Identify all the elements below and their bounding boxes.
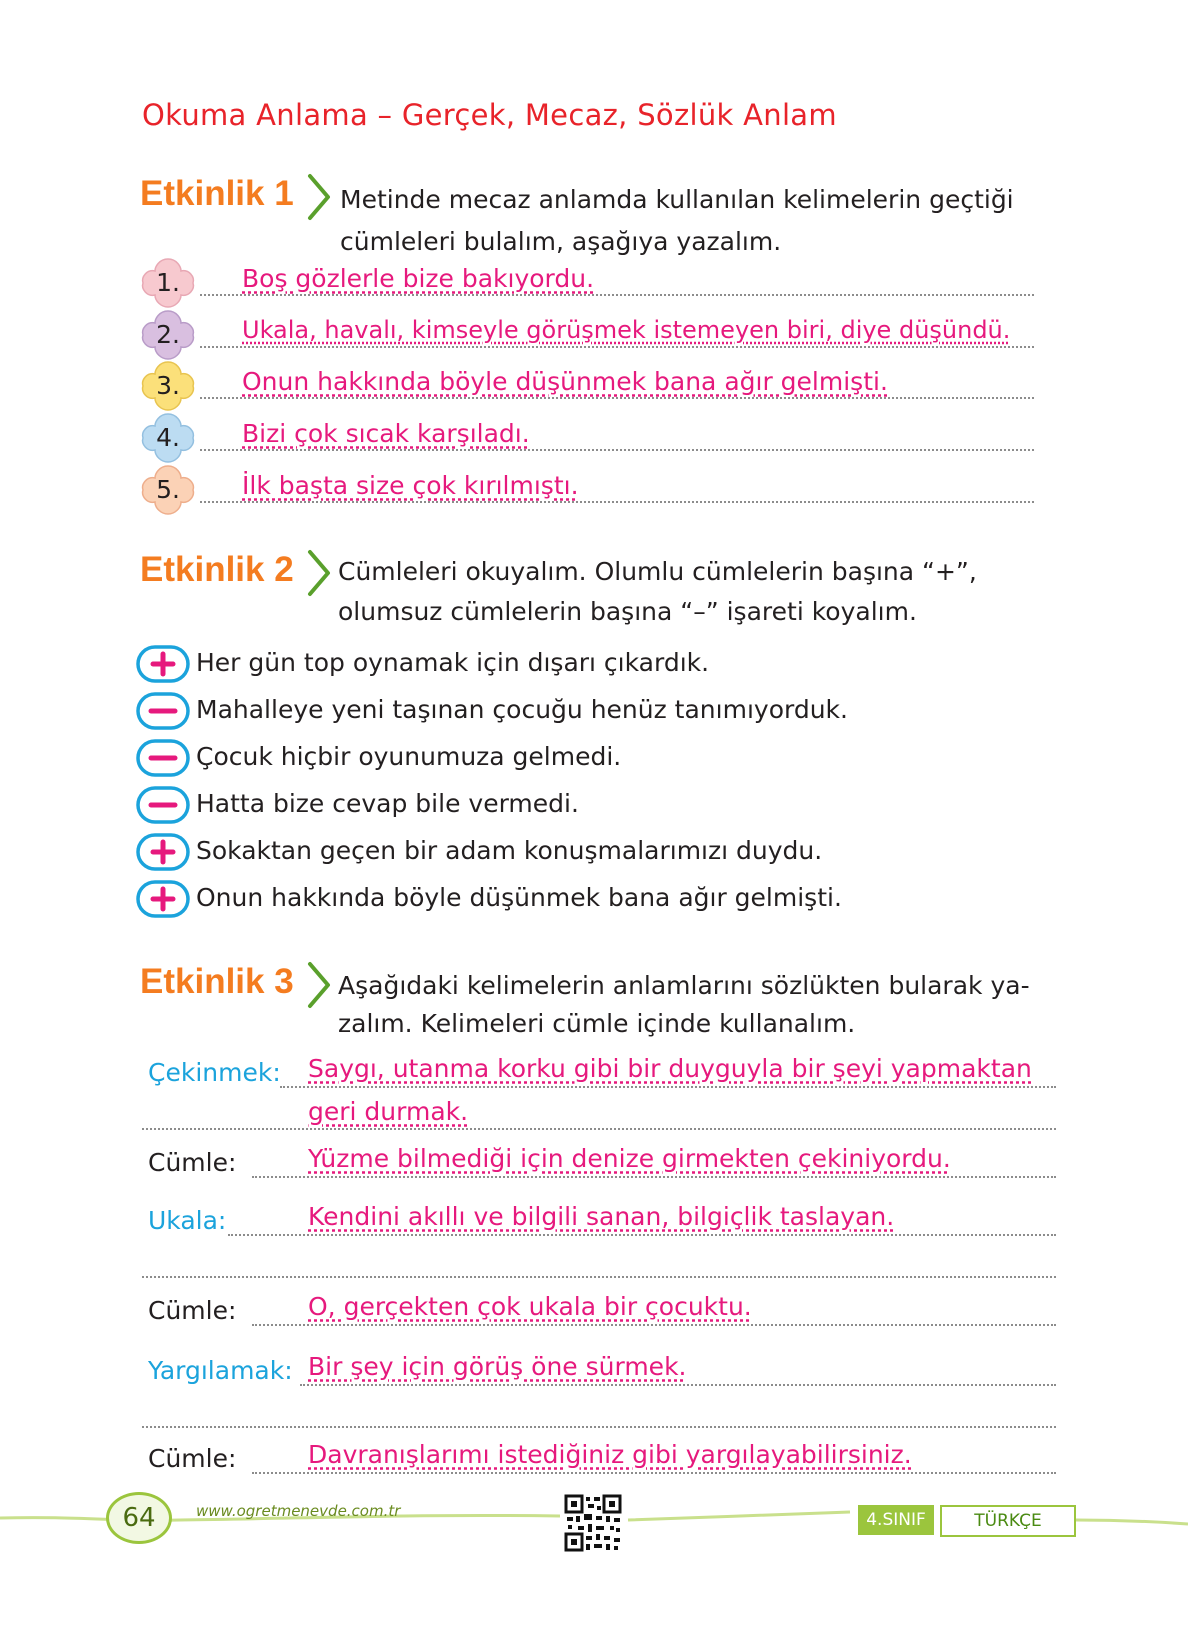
dotted-line [200,449,1034,451]
cumle-label: Cümle: [148,1148,237,1177]
sentence-3: Çocuk hiçbir oyunumuza gelmedi. [196,742,622,771]
plus-sign-icon [136,879,192,919]
chevron-right-icon [304,960,334,1010]
cumle-label: Cümle: [148,1296,237,1325]
minus-sign-icon [136,785,192,825]
dotted-line [252,1324,1056,1326]
answer-4: Bizi çok sıcak karşıladı. [242,419,530,448]
website-link[interactable]: www.ogretmenevde.com.tr [196,1502,401,1520]
etkinlik-3-title: Etkinlik 3 [140,962,294,1001]
page-title: Okuma Anlama – Gerçek, Mecaz, Sözlük Anlam [142,98,837,132]
number-badge-3 [137,358,199,414]
etkinlik-1-instruction-line1: Metinde mecaz anlamda kullanılan kelimelerin geçtiği [340,185,1014,214]
sentence-yargilamak: Davranışlarımı istediğiniz gibi yargılayabilirsiniz. [308,1440,912,1469]
sentence-cekinmek: Yüzme bilmediği için denize girmekten çekiniyordu. [308,1144,951,1173]
item-number: 2. [156,320,180,349]
subject-label: TÜRKÇE [940,1505,1076,1537]
number-badge-1 [137,255,199,311]
definition-ukala: Kendini akıllı ve bilgili sanan, bilgiçlik taslayan. [308,1202,895,1231]
sentence-2: Mahalleye yeni taşınan çocuğu henüz tanımıyorduk. [196,695,848,724]
definition-cekinmek-line2: geri durmak. [308,1097,469,1126]
item-number: 5. [156,475,180,504]
term-cekinmek: Çekinmek: [148,1058,281,1087]
dotted-line [280,1086,1056,1088]
minus-sign-icon [136,738,192,778]
etkinlik-2-instruction-line2: olumsuz cümlelerin başına “–” işareti koyalım. [338,597,917,626]
etkinlik-3-instruction-line1: Aşağıdaki kelimelerin anlamlarını sözlükten bularak ya- [338,971,1030,1000]
number-badge-2 [137,307,199,363]
dotted-line [228,1234,1056,1236]
dotted-line [300,1384,1056,1386]
item-number: 3. [156,371,180,400]
sentence-4: Hatta bize cevap bile vermedi. [196,789,579,818]
definition-cekinmek-line1: Saygı, utanma korku gibi bir duyguyla bir şeyi yapmaktan [308,1054,1032,1083]
dotted-line [142,1128,1056,1130]
dotted-line [200,501,1034,503]
sentence-ukala: O, gerçekten çok ukala bir çocuktu. [308,1292,752,1321]
sentence-6: Onun hakkında böyle düşünmek bana ağır gelmişti. [196,883,842,912]
qr-code-icon [564,1494,622,1552]
sentence-5: Sokaktan geçen bir adam konuşmalarımızı duydu. [196,836,823,865]
etkinlik-2-title: Etkinlik 2 [140,550,294,589]
chevron-right-icon [304,548,334,598]
item-number: 4. [156,423,180,452]
grade-label: 4.SINIF [858,1505,934,1535]
etkinlik-1-instruction-line2: cümleleri bulalım, aşağıya yazalım. [340,227,782,256]
dotted-line [200,346,1034,348]
dotted-line [252,1176,1056,1178]
chevron-right-icon [304,172,334,222]
number-badge-4 [137,410,199,466]
number-badge-5 [137,462,199,518]
plus-sign-icon [136,832,192,872]
page-number: 64 [106,1492,172,1544]
dotted-line [200,294,1034,296]
plus-sign-icon [136,644,192,684]
etkinlik-1-title: Etkinlik 1 [140,174,294,213]
answer-3: Onun hakkında böyle düşünmek bana ağır gelmişti. [242,367,888,396]
term-yargilamak: Yargılamak: [148,1356,293,1385]
dotted-line [142,1426,1056,1428]
answer-1: Boş gözlerle bize bakıyordu. [242,264,595,293]
definition-yargilamak: Bir şey için görüş öne sürmek. [308,1352,687,1381]
etkinlik-2-instruction-line1: Cümleleri okuyalım. Olumlu cümlelerin başına “+”, [338,557,977,586]
item-number: 1. [156,268,180,297]
minus-sign-icon [136,691,192,731]
dotted-line [252,1472,1056,1474]
dotted-line [142,1276,1056,1278]
answer-5: İlk başta size çok kırılmıştı. [242,471,579,500]
answer-2: Ukala, havalı, kimseyle görüşmek istemeyen biri, diye düşündü. [242,316,1011,344]
term-ukala: Ukala: [148,1206,227,1235]
etkinlik-3-instruction-line2: zalım. Kelimeleri cümle içinde kullanalım. [338,1009,856,1038]
cumle-label: Cümle: [148,1444,237,1473]
sentence-1: Her gün top oynamak için dışarı çıkardık. [196,648,710,677]
dotted-line [200,397,1034,399]
